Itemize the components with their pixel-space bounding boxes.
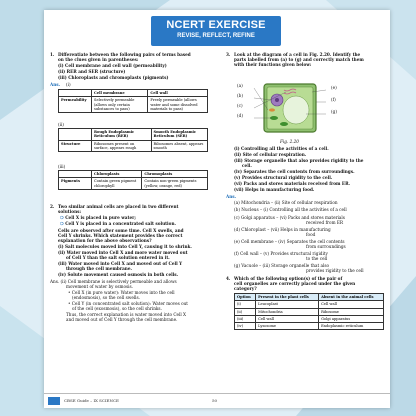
plant-cell-diagram xyxy=(250,80,330,138)
q3-func-ii: (ii) Site of cellular respiration. xyxy=(234,152,307,157)
book-logo-icon xyxy=(48,397,60,405)
diagram-label: (c) xyxy=(237,103,243,108)
q2-bullet-x xyxy=(60,215,136,220)
table-membrane-wall xyxy=(58,89,208,113)
header-banner xyxy=(151,16,281,46)
table-cell: (iv) xyxy=(235,323,256,330)
table-header: Cell wall xyxy=(148,90,208,97)
table-row-label: Pigments xyxy=(59,178,92,190)
diagram-label: (a) xyxy=(237,83,243,88)
table-header: Smooth Endoplasmic Reticulum (SER) xyxy=(151,129,208,141)
footer-page-number: 50 xyxy=(212,398,218,403)
q2-para-3: explanation for the above observations? xyxy=(58,238,152,243)
bullet-icon: ❍ xyxy=(60,215,66,220)
q3-func-i: (i) Controlling all the activities of a cell. xyxy=(234,146,329,151)
q3-match-e-2: from surroundings xyxy=(306,244,346,249)
table-header: Cell membrane xyxy=(92,90,148,97)
q1-text-1: Differentiate between the following pairs of terms based xyxy=(58,52,191,57)
q2-para-1: Cells are observed after some time. Cell X swells, and xyxy=(58,228,184,233)
q2-opt-iv: (iv) Solute movement caused osmosis in both cells. xyxy=(58,272,179,277)
page-title: NCERT EXERCISE xyxy=(166,19,266,31)
q1-opt-i: (i) Cell membrane and cell wall (permeability) xyxy=(58,63,167,68)
q1-ans-ii: (ii) xyxy=(58,122,64,127)
q3-func-vi: (vi) Packs and stores materials received from ER. xyxy=(234,181,351,186)
q3-match-d-2: food xyxy=(306,232,316,237)
table-cell: Selectively permeable (allows only certain substances to pass) xyxy=(92,97,148,113)
bullet-icon: ❍ xyxy=(60,221,66,226)
table-cell: Cell wall xyxy=(319,301,384,308)
table-plastids xyxy=(58,170,208,190)
q3-text-1: Look at the diagram of a cell in Fig. 2.20. Identify the xyxy=(234,52,361,57)
q3-match-f-2: to the cell xyxy=(306,256,328,261)
q3-text-3: with their functions given below: xyxy=(234,62,312,67)
q4-text-3: category? xyxy=(234,286,257,291)
nucleolus-shape xyxy=(275,98,279,102)
q2-opt-iii-2: through the cell membrane. xyxy=(66,266,132,271)
q2-ans-7: Thus, the correct explanation is water moved into Cell X xyxy=(66,312,187,317)
table-row xyxy=(235,301,384,308)
q1-number: 1. xyxy=(50,52,55,57)
q2-ans-1: Ans. (ii) Cell membrane is selectively permeable and allows xyxy=(50,279,177,284)
table-cell: Lysosome xyxy=(256,323,319,330)
table-organelles xyxy=(234,293,384,330)
table-cell: Freely permeable (allows water and some dissolved materials to pass) xyxy=(148,97,208,113)
table-cell: Ribosome xyxy=(319,308,384,315)
mitochondria-shape xyxy=(269,108,275,111)
q2-bullet-y xyxy=(60,221,176,226)
vacuole-shape xyxy=(283,96,309,124)
table-cell: Ribosomes absent, appears smooth xyxy=(151,140,208,152)
q2-opt-iii-1: (iii) Water moved into Cell X and moved out of Cell Y xyxy=(58,261,183,266)
page-subtitle: REVISE, REFLECT, REFINE xyxy=(177,33,255,39)
page-footer xyxy=(44,393,390,408)
table-cell: Leucoplast xyxy=(256,301,319,308)
diagram-label: (b) xyxy=(237,93,243,98)
q1-ans-label: Ans. xyxy=(50,82,61,87)
q1-ans-iii: (iii) xyxy=(58,164,66,169)
table-cell: Contain non-green pigments (yellow, orange, red) xyxy=(142,178,208,190)
chloroplast-shape xyxy=(280,122,288,126)
q1-opt-ii: (ii) RER and SER (structure) xyxy=(58,69,126,74)
figure-caption: Fig. 2.20 xyxy=(280,139,299,144)
table-cell: Endoplasmic reticulum xyxy=(319,323,384,330)
q2-ans-4: (endosmosis), so the cell swells. xyxy=(72,295,140,300)
table-header: Chromoplasts xyxy=(142,171,208,178)
q2-opt-ii-1: (ii) Water moved into Cell X and more water moved out xyxy=(58,250,188,255)
q2-text-1: Two similar animal cells are placed in two different xyxy=(58,204,179,209)
q2-ans-8: and moved out of Cell Y through the cell membrane. xyxy=(66,317,178,322)
table-cell: Cell wall xyxy=(256,315,319,322)
table-cell: (ii) xyxy=(235,308,256,315)
table-header: Present in the plant cells xyxy=(256,294,319,301)
q3-match-b: (b) Nucleus – (i) Controlling all the activities of a cell xyxy=(234,207,347,212)
q4-text-1: Which of the following option(s) of the pair of xyxy=(234,276,343,281)
q3-ans-label: Ans. xyxy=(226,194,237,199)
diagram-label: (f) xyxy=(331,97,336,102)
q2-ans-3: • Cell X (in pure water): Water moves into the cell xyxy=(68,290,175,295)
footer-book-title: CBSE Guide – IX SCIENCE xyxy=(64,398,119,403)
q3-match-c-2: received from ER xyxy=(306,220,344,225)
q2-opt-ii-2: of Cell Y than the salt solution entered in it. xyxy=(66,255,170,260)
q3-func-v: (v) Provides structural rigidity to the cell. xyxy=(234,175,333,180)
table-row-label: Permeability xyxy=(59,97,92,113)
diagram-label: (d) xyxy=(237,113,243,118)
table-row xyxy=(235,308,384,315)
table-cell: Golgi apparatus xyxy=(319,315,384,322)
q1-opt-iii: (iii) Chloroplasts and chromoplasts (pigments) xyxy=(58,75,169,80)
q2-opt-i: (i) Salt molecules moved into Cell Y, causing it to shrink. xyxy=(58,244,192,249)
q3-number: 3. xyxy=(226,52,231,57)
q3-match-g-1: (g) Vacuole – (iii) Storage organelle that also xyxy=(234,263,329,268)
q3-func-iii-1: (iii) Storage organelle that also provides rigidity to the xyxy=(234,158,364,163)
q3-func-iii-2: cell. xyxy=(242,163,252,168)
q2-bullet-y-text: Cell Y is placed in a concentrated salt solution. xyxy=(65,221,176,226)
q1-ans-i: (i) xyxy=(66,82,71,87)
table-cell: (iii) xyxy=(235,315,256,322)
q3-match-d-1: (d) Chloroplast – (vii) Helps in manufacturing xyxy=(234,227,331,232)
q2-ans-6: of the cell (exosmosis), so the cell shrinks. xyxy=(72,306,162,311)
diagram-label: (e) xyxy=(331,85,337,90)
q3-match-e-1: (e) Cell membrane – (iv) Separates the cell contents xyxy=(234,239,345,244)
q2-ans-5: • Cell Y (in concentrated salt solution): Water moves out xyxy=(68,301,188,306)
table-row xyxy=(235,323,384,330)
table-header: Absent in the animal cells xyxy=(319,294,384,301)
q3-match-a: (a) Mitochondria – (ii) Site of cellular respiration xyxy=(234,200,338,205)
table-row xyxy=(235,315,384,322)
table-cell: Contain green pigment chlorophyll xyxy=(92,178,142,190)
q2-number: 2. xyxy=(50,204,55,209)
table-header: Option xyxy=(235,294,256,301)
q3-match-f-1: (f) Cell wall – (v) Provides structural rigidity xyxy=(234,251,328,256)
q1-text-2: on the clues given in parentheses: xyxy=(58,57,139,62)
table-header: Chloroplasts xyxy=(92,171,142,178)
table-header: Rough Endoplasmic Reticulum (RER) xyxy=(92,129,152,141)
book-page xyxy=(44,10,390,408)
q3-match-c-1: (c) Golgi apparatus – (vi) Packs and stores materials xyxy=(234,215,345,220)
q2-ans-2: movement of water by osmosis. xyxy=(66,284,133,289)
q4-text-2: cell organelles are correctly placed under the given xyxy=(234,281,356,286)
q2-bullet-x-text: Cell X is placed in pure water; xyxy=(65,215,136,220)
q2-para-2: Cell Y shrinks. Which statement provides the correct xyxy=(58,233,183,238)
q2-text-2: solutions: xyxy=(58,209,82,214)
table-cell: (i) xyxy=(235,301,256,308)
table-row-label: Structure xyxy=(59,140,92,152)
table-cell: Mitochondria xyxy=(256,308,319,315)
diagram-label: (g) xyxy=(331,109,337,114)
q3-text-2: parts labelled from (a) to (g) and correctly match them xyxy=(234,57,364,62)
q3-func-vii: (vii) Helps in manufacturing food. xyxy=(234,187,315,192)
q3-match-g-2: provides rigidity to the cell xyxy=(306,268,364,273)
q4-number: 4. xyxy=(226,276,231,281)
table-cell: Ribosomes present on surface, appears rough xyxy=(92,140,152,152)
table-rer-ser xyxy=(58,128,208,152)
q3-func-iv: (iv) Separates the cell contents from surroundings. xyxy=(234,169,355,174)
